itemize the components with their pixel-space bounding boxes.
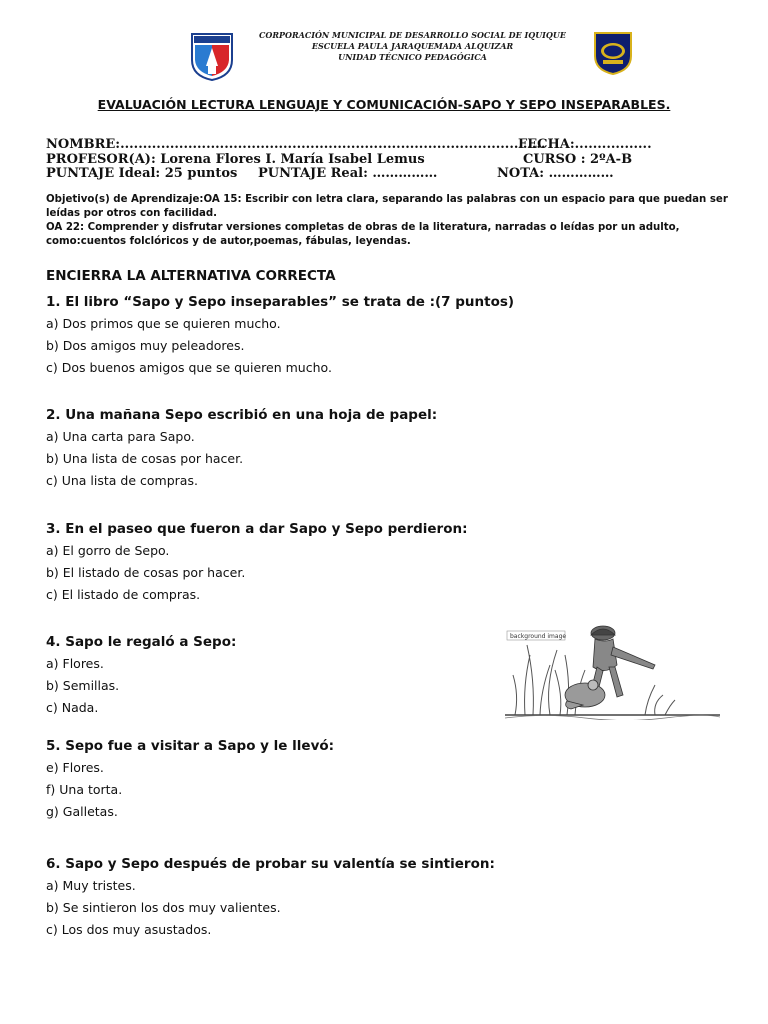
school-emblem-logo (592, 30, 634, 76)
question-title: 2. Una mañana Sepo escribió en una hoja de papel: (46, 407, 438, 423)
institution-line: UNIDAD TÉCNICO PEDAGÓGICA (338, 52, 487, 62)
grade-field[interactable]: NOTA: …………… (497, 166, 614, 181)
page-header (0, 0, 768, 90)
learning-objectives (46, 193, 736, 249)
question-3 (46, 518, 468, 606)
question-title: 5. Sepo fue a visitar a Sapo y le llevó: (46, 738, 335, 754)
real-score-field[interactable]: PUNTAJE Real: …………… (258, 166, 438, 181)
teacher-label: PROFESOR(A): Lorena Flores I. María Isabel Lemus (46, 152, 425, 167)
institution-line: ESCUELA PAULA JARAQUEMADA ALQUIZAR (311, 41, 514, 51)
question-title: 6. Sapo y Sepo después de probar su valentía se sintieron: (46, 856, 495, 872)
answer-option[interactable]: e) Flores. (46, 760, 104, 775)
answer-option[interactable]: a) Muy tristes. (46, 878, 136, 893)
question-5 (46, 735, 334, 823)
question-6 (46, 853, 495, 941)
institution-line: CORPORACIÓN MUNICIPAL DE DESARROLLO SOCIAL DE IQUIQUE (259, 30, 566, 40)
answer-option[interactable]: b) Dos amigos muy peleadores. (46, 338, 245, 353)
objective-text: Objetivo(s) de Aprendizaje:OA 15: Escribir con letra clara, separando las palabras con un espacio para que puedan ser leídas por otros con facilidad. (46, 194, 728, 219)
answer-option[interactable]: c) Dos buenos amigos que se quieren mucho. (46, 360, 332, 375)
question-2 (46, 404, 437, 492)
answer-option[interactable]: c) El listado de compras. (46, 587, 201, 602)
answer-option[interactable]: b) Se sintieron los dos muy valientes. (46, 900, 281, 915)
question-4 (46, 631, 236, 719)
answer-option[interactable]: a) Una carta para Sapo. (46, 429, 195, 444)
section-instructions: ENCIERRA LA ALTERNATIVA CORRECTA (46, 268, 336, 284)
page-title: EVALUACIÓN LECTURA LENGUAJE Y COMUNICACIÓN-SAPO Y SEPO INSEPARABLES. (97, 97, 671, 112)
question-title: 1. El libro “Sapo y Sepo inseparables” se trata de :(7 puntos) (46, 294, 515, 310)
name-field[interactable]: NOMBRE:.............................................................................................. (46, 137, 546, 152)
institution-name (240, 30, 585, 63)
question-title: 3. En el paseo que fueron a dar Sapo y Sepo perdieron: (46, 521, 468, 537)
answer-option[interactable]: a) Flores. (46, 656, 104, 671)
answer-option[interactable]: f) Una torta. (46, 782, 123, 797)
answer-option[interactable]: b) Una lista de cosas por hacer. (46, 451, 244, 466)
answer-option[interactable]: b) El listado de cosas por hacer. (46, 565, 246, 580)
answer-option[interactable]: c) Una lista de compras. (46, 473, 198, 488)
answer-option[interactable]: b) Semillas. (46, 678, 120, 693)
answer-option[interactable]: c) Los dos muy asustados. (46, 922, 212, 937)
answer-option[interactable]: c) Nada. (46, 700, 99, 715)
ideal-score-label: PUNTAJE Ideal: 25 puntos (46, 166, 238, 181)
municipal-crest-logo (188, 30, 236, 82)
frog-and-toad-illustration (505, 615, 720, 720)
answer-option[interactable]: a) Dos primos que se quieren mucho. (46, 316, 281, 331)
illustration-label: background image (510, 633, 567, 640)
date-field[interactable]: FECHA:................. (518, 137, 652, 152)
objective-text: OA 22: Comprender y disfrutar versiones completas de obras de la literatura, narradas o leídas por un adulto, como:cuentos folclóricos y de autor,poemas, fábulas, leyendas. (46, 222, 680, 247)
course-label: CURSO : 2ºA-B (523, 152, 633, 167)
answer-option[interactable]: g) Galletas. (46, 804, 118, 819)
question-title: 4. Sapo le regaló a Sepo: (46, 634, 237, 650)
question-1 (46, 291, 514, 379)
answer-option[interactable]: a) El gorro de Sepo. (46, 543, 170, 558)
